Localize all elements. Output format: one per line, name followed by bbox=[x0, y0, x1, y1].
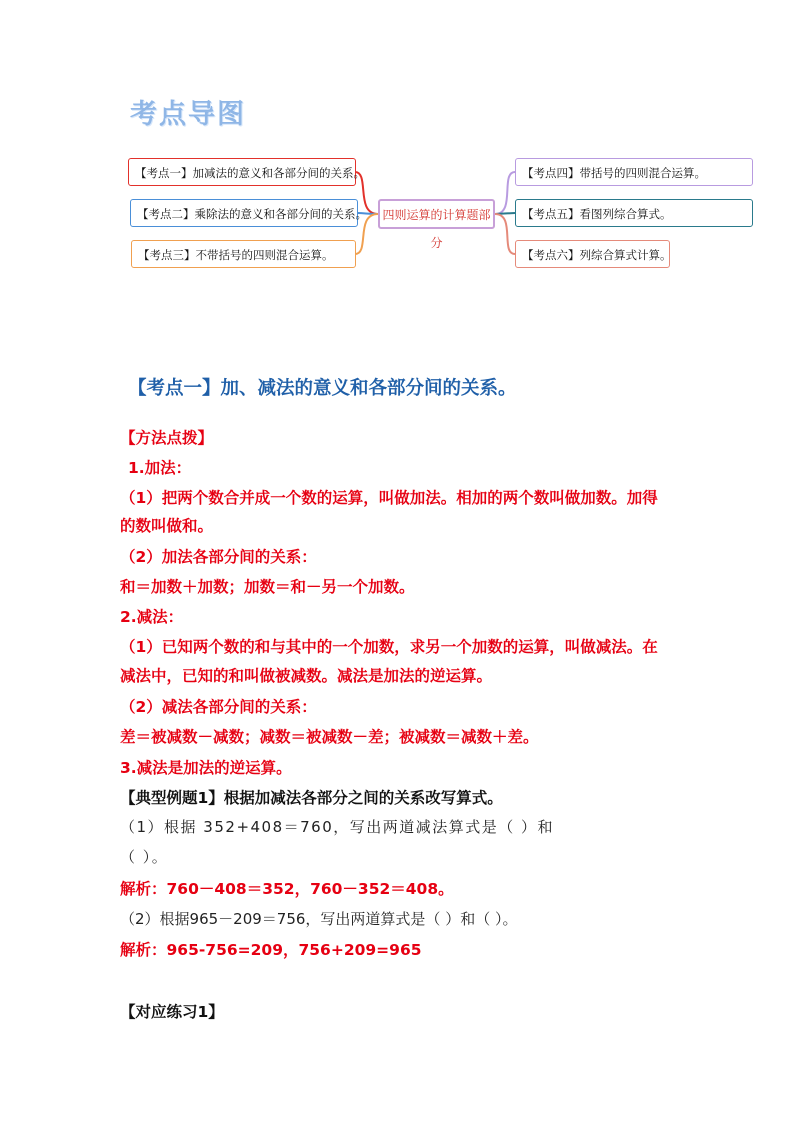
method-line: （2）加法各部分间的关系： bbox=[120, 548, 317, 566]
method-line: 差＝被减数－减数；减数＝被减数－差；被减数＝减数＋差。 bbox=[120, 728, 539, 746]
method-line: 1.加法： bbox=[128, 459, 192, 477]
practice-title: 【对应练习1】 bbox=[120, 1003, 224, 1021]
page-title: 考点导图 bbox=[130, 99, 246, 130]
method-line: （1）把两个数合并成一个数的运算，叫做加法。相加的两个数叫做加数。加得 bbox=[120, 489, 658, 507]
method-line: 的数叫做和。 bbox=[120, 517, 214, 535]
question-2: （2）根据965－209＝756，写出两道算式是（ ）和（ ）。 bbox=[120, 910, 518, 928]
mindmap-node-kp2: 【考点二】乘除法的意义和各部分间的关系。 bbox=[130, 199, 358, 227]
answer-2: 解析：965-756=209，756+209=965 bbox=[120, 941, 422, 959]
mind-map-connectors bbox=[0, 0, 800, 300]
mindmap-node-kp4: 【考点四】带括号的四则混合运算。 bbox=[515, 158, 753, 186]
mindmap-node-kp6: 【考点六】列综合算式计算。 bbox=[515, 240, 670, 268]
method-line: 3.减法是加法的逆运算。 bbox=[120, 759, 292, 777]
example-title: 【典型例题1】根据加减法各部分之间的关系改写算式。 bbox=[120, 789, 503, 807]
mindmap-node-kp3: 【考点三】不带括号的四则混合运算。 bbox=[131, 240, 356, 268]
method-line: 减法中，已知的和叫做被减数。减法是加法的逆运算。 bbox=[120, 667, 493, 685]
method-title: 【方法点拨】 bbox=[120, 429, 214, 447]
mindmap-center-node: 四则运算的计算题部分 bbox=[378, 199, 495, 229]
method-line: （2）减法各部分间的关系： bbox=[120, 698, 317, 716]
method-line: （1）已知两个数的和与其中的一个加数，求另一个加数的运算，叫做减法。在 bbox=[120, 638, 658, 656]
mindmap-node-kp1: 【考点一】加减法的意义和各部分间的关系。 bbox=[128, 158, 356, 186]
section-heading: 【考点一】加、减法的意义和各部分间的关系。 bbox=[128, 378, 517, 399]
question-1-line-1: （1）根据 352+408＝760，写出两道减法算式是（ ）和 bbox=[120, 818, 555, 836]
method-line: 和＝加数＋加数；加数＝和－另一个加数。 bbox=[120, 578, 415, 596]
question-1-line-2: （ ）。 bbox=[120, 848, 169, 866]
mindmap-node-kp5: 【考点五】看图列综合算式。 bbox=[515, 199, 753, 227]
method-line: 2.减法： bbox=[120, 608, 184, 626]
answer-1: 解析：760－408＝352，760－352＝408。 bbox=[120, 880, 454, 898]
